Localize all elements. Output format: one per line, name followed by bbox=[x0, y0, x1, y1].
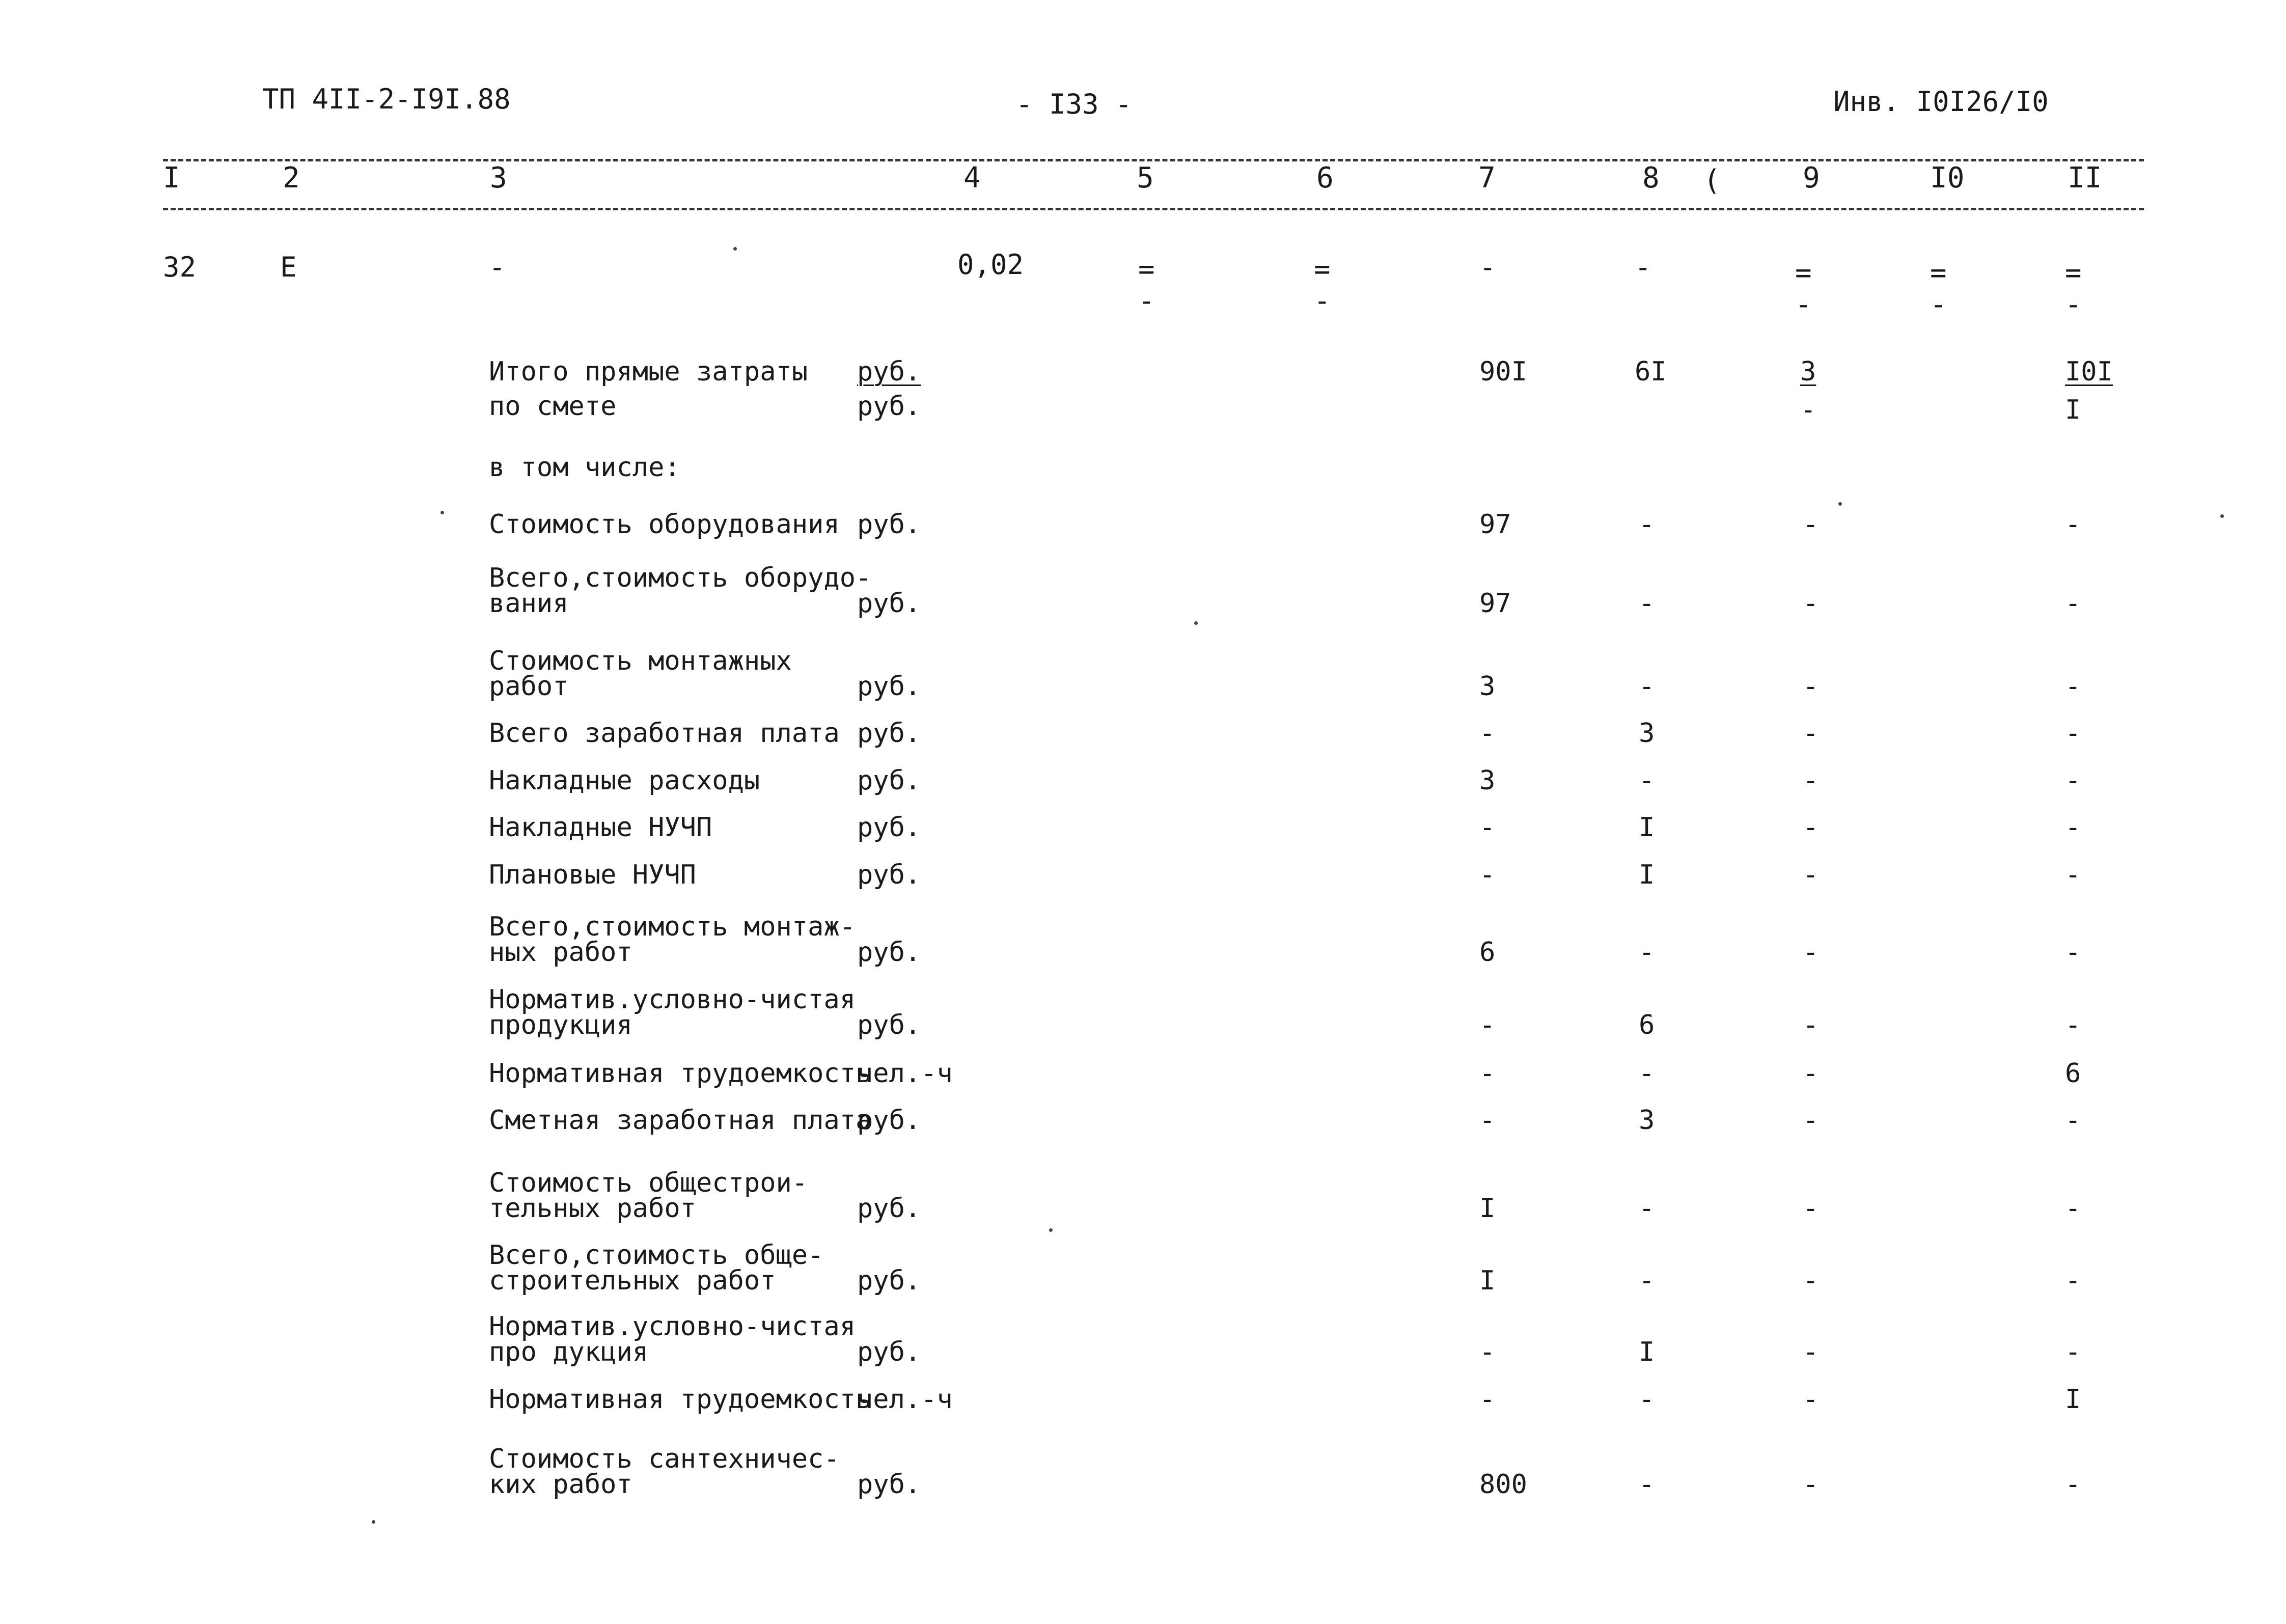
row-label-line: строительных работ bbox=[489, 1265, 776, 1296]
row-col11: - bbox=[2065, 718, 2081, 749]
row-col7: - bbox=[1479, 1010, 1496, 1040]
row-unit: руб. bbox=[857, 1105, 921, 1136]
row-col11: - bbox=[2065, 1193, 2081, 1224]
row-col7: - bbox=[1479, 718, 1496, 749]
scan-speck bbox=[1838, 502, 1842, 506]
row32-col6 bbox=[1314, 254, 1331, 317]
row-col8: - bbox=[1639, 588, 1655, 619]
row-col7: I bbox=[1479, 1193, 1496, 1224]
row-label-line: Всего,стоимость оборудо- bbox=[489, 563, 872, 593]
row-col7: I bbox=[1479, 1265, 1496, 1296]
row-label-line: Нормативная трудоемкость bbox=[489, 1384, 872, 1415]
scan-speck bbox=[1194, 621, 1198, 625]
row32-col8: - bbox=[1635, 251, 1651, 283]
row-label-line: Накладные НУЧП bbox=[489, 812, 712, 843]
row-col11: - bbox=[2065, 1105, 2081, 1136]
row-col11: - bbox=[2065, 860, 2081, 890]
column-number: 3 bbox=[490, 161, 507, 195]
totals-label-line2: по смете bbox=[489, 391, 617, 422]
row-unit: руб. bbox=[857, 1469, 921, 1500]
scan-speck bbox=[1049, 1228, 1053, 1232]
column-number: 9 bbox=[1803, 161, 1820, 195]
row-label-line: Нормативная трудоемкость bbox=[489, 1058, 872, 1089]
row-unit: руб. bbox=[857, 1337, 921, 1367]
row-unit: чел.-ч bbox=[857, 1384, 953, 1415]
row-col11: - bbox=[2065, 1265, 2081, 1296]
row-col8: - bbox=[1639, 671, 1655, 702]
row-col7: - bbox=[1479, 1384, 1496, 1415]
column-number: 2 bbox=[283, 161, 300, 195]
row32-col9-top: = bbox=[1795, 257, 1812, 289]
row-col9: - bbox=[1803, 671, 1819, 702]
totals-label-line1: Итого прямые затраты bbox=[489, 356, 808, 387]
totals-col7: 90I bbox=[1479, 356, 1527, 387]
row-col11: 6 bbox=[2065, 1058, 2081, 1089]
row-col7: 3 bbox=[1479, 765, 1496, 796]
row-col9: - bbox=[1803, 1469, 1819, 1500]
row-col7: 6 bbox=[1479, 937, 1496, 968]
document-code: ТП 4II-2-I9I.88 bbox=[262, 83, 511, 115]
row-col7: 800 bbox=[1479, 1469, 1527, 1500]
row32-col7: - bbox=[1479, 251, 1496, 283]
row-col8: - bbox=[1639, 765, 1655, 796]
row-col7: 97 bbox=[1479, 588, 1511, 619]
row-unit: руб. bbox=[857, 671, 921, 702]
row-label-line: Норматив.условно-чистая bbox=[489, 1311, 856, 1342]
row-label-line: Норматив.условно-чистая bbox=[489, 984, 856, 1015]
row-col8: - bbox=[1639, 1193, 1655, 1224]
row32-col10-top: = bbox=[1930, 257, 1947, 289]
row-col8: 6 bbox=[1639, 1010, 1655, 1040]
row-label-line: Всего,стоимость монтаж- bbox=[489, 912, 856, 942]
row-col8: 3 bbox=[1639, 718, 1655, 749]
column-number: I0 bbox=[1930, 161, 1965, 195]
row-label-line: Накладные расходы bbox=[489, 765, 760, 796]
scan-speck bbox=[372, 1520, 375, 1524]
row-col8: 3 bbox=[1639, 1105, 1655, 1136]
column-number: 4 bbox=[963, 161, 981, 195]
row32-col5-bottom: - bbox=[1138, 285, 1155, 317]
totals-col11-bottom: I bbox=[2065, 395, 2081, 425]
row-label-line: вания bbox=[489, 588, 569, 619]
row-col7: 3 bbox=[1479, 671, 1496, 702]
row-col11: - bbox=[2065, 671, 2081, 702]
row32-col5 bbox=[1138, 254, 1155, 317]
row32-col9 bbox=[1795, 257, 1812, 320]
row-col11: - bbox=[2065, 937, 2081, 968]
stray-mark: ( bbox=[1703, 164, 1721, 197]
totals-col11-top: I0I bbox=[2065, 356, 2113, 387]
row-col7: 97 bbox=[1479, 509, 1511, 540]
row-unit: чел.-ч bbox=[857, 1058, 953, 1089]
row-unit: руб. bbox=[857, 509, 921, 540]
row-col9: - bbox=[1803, 860, 1819, 890]
row32-col9-bottom: - bbox=[1795, 288, 1812, 320]
row-col9: - bbox=[1803, 1265, 1819, 1296]
row-col9: - bbox=[1803, 1105, 1819, 1136]
row-col8: - bbox=[1639, 1058, 1655, 1089]
column-number: 7 bbox=[1478, 161, 1496, 195]
row32-code: Е bbox=[280, 251, 297, 283]
row-col11: I bbox=[2065, 1384, 2081, 1415]
scan-speck bbox=[440, 511, 444, 514]
row-col7: - bbox=[1479, 1337, 1496, 1367]
row-col8: I bbox=[1639, 860, 1655, 890]
row-col11: - bbox=[2065, 812, 2081, 843]
column-number: I bbox=[163, 161, 180, 195]
row32-col6-bottom: - bbox=[1314, 285, 1331, 317]
scan-speck bbox=[733, 247, 737, 251]
row32-col11 bbox=[2065, 257, 2082, 320]
inventory-number: Инв. I0I26/I0 bbox=[1833, 86, 2049, 118]
row32-col10-bottom: - bbox=[1930, 288, 1947, 320]
row-unit: руб. bbox=[857, 1193, 921, 1224]
row-label-line: Стоимость монтажных bbox=[489, 646, 792, 676]
column-header-rule bbox=[163, 208, 2144, 210]
row-col9: - bbox=[1803, 588, 1819, 619]
row-label-line: Всего заработная плата bbox=[489, 718, 840, 749]
row32-col5-top: = bbox=[1138, 253, 1155, 285]
row-col11: - bbox=[2065, 509, 2081, 540]
row-label-line: Всего,стоимость обще- bbox=[489, 1240, 824, 1271]
row-col7: - bbox=[1479, 812, 1496, 843]
row-col9: - bbox=[1803, 1193, 1819, 1224]
row-label-line: продукция bbox=[489, 1010, 632, 1040]
row-label-line: ких работ bbox=[489, 1469, 632, 1500]
totals-unit-line2: руб. bbox=[857, 391, 921, 422]
row-unit: руб. bbox=[857, 718, 921, 749]
row-col9: - bbox=[1803, 1058, 1819, 1089]
totals-unit-line1: руб. bbox=[857, 356, 921, 387]
row-label-line: Стоимость оборудования bbox=[489, 509, 840, 540]
row-col9: - bbox=[1803, 937, 1819, 968]
row-unit: руб. bbox=[857, 588, 921, 619]
row32-quantity: 0,02 bbox=[957, 249, 1024, 281]
row-col8: - bbox=[1639, 937, 1655, 968]
row-unit: руб. bbox=[857, 1010, 921, 1040]
row-unit: руб. bbox=[857, 812, 921, 843]
row-col9: - bbox=[1803, 718, 1819, 749]
page-number: - I33 - bbox=[1016, 88, 1132, 120]
row-label-line: Стоимость общестрои- bbox=[489, 1168, 808, 1198]
row-col8: - bbox=[1639, 1469, 1655, 1500]
including-label: в том числе: bbox=[489, 452, 680, 483]
row-unit: руб. bbox=[857, 765, 921, 796]
row-label-line: ных работ bbox=[489, 937, 632, 968]
row-unit: руб. bbox=[857, 860, 921, 890]
row-col11: - bbox=[2065, 1010, 2081, 1040]
row-label-line: Стоимость сантехничес- bbox=[489, 1444, 840, 1474]
row32-col10 bbox=[1930, 257, 1947, 320]
row-label-line: работ bbox=[489, 671, 569, 702]
row-col9: - bbox=[1803, 1010, 1819, 1040]
row-label-line: Плановые НУЧП bbox=[489, 860, 696, 890]
column-number: II bbox=[2068, 161, 2102, 195]
row32-name: - bbox=[489, 251, 506, 283]
row-col11: - bbox=[2065, 1337, 2081, 1367]
column-number: 8 bbox=[1642, 161, 1660, 195]
row32-col11-top: = bbox=[2065, 257, 2082, 289]
row-col8: - bbox=[1639, 1384, 1655, 1415]
column-number: 6 bbox=[1316, 161, 1334, 195]
row-unit: руб. bbox=[857, 1265, 921, 1296]
row32-col6-top: = bbox=[1314, 253, 1331, 285]
row-col11: - bbox=[2065, 588, 2081, 619]
totals-col9-bottom: - bbox=[1800, 395, 1816, 425]
scan-speck bbox=[2220, 514, 2224, 518]
row-col11: - bbox=[2065, 765, 2081, 796]
column-number: 5 bbox=[1137, 161, 1154, 195]
row-label-line: тельных работ bbox=[489, 1193, 696, 1224]
row-col11: - bbox=[2065, 1469, 2081, 1500]
row-col9: - bbox=[1803, 812, 1819, 843]
row-col8: - bbox=[1639, 509, 1655, 540]
row-col8: I bbox=[1639, 1337, 1655, 1367]
row-unit: руб. bbox=[857, 937, 921, 968]
row-col7: - bbox=[1479, 860, 1496, 890]
row-label-line: про дукция bbox=[489, 1337, 649, 1367]
row32-col11-bottom: - bbox=[2065, 288, 2082, 320]
row-col9: - bbox=[1803, 765, 1819, 796]
row-col9: - bbox=[1803, 509, 1819, 540]
totals-col9-top: 3 bbox=[1800, 356, 1816, 387]
row-label-line: Сметная заработная плата bbox=[489, 1105, 872, 1136]
totals-col8: 6I bbox=[1635, 356, 1667, 387]
row-col9: - bbox=[1803, 1384, 1819, 1415]
row-col7: - bbox=[1479, 1058, 1496, 1089]
row-col8: I bbox=[1639, 812, 1655, 843]
row-col9: - bbox=[1803, 1337, 1819, 1367]
row32-number: 32 bbox=[163, 251, 197, 283]
row-col8: - bbox=[1639, 1265, 1655, 1296]
row-col7: - bbox=[1479, 1105, 1496, 1136]
